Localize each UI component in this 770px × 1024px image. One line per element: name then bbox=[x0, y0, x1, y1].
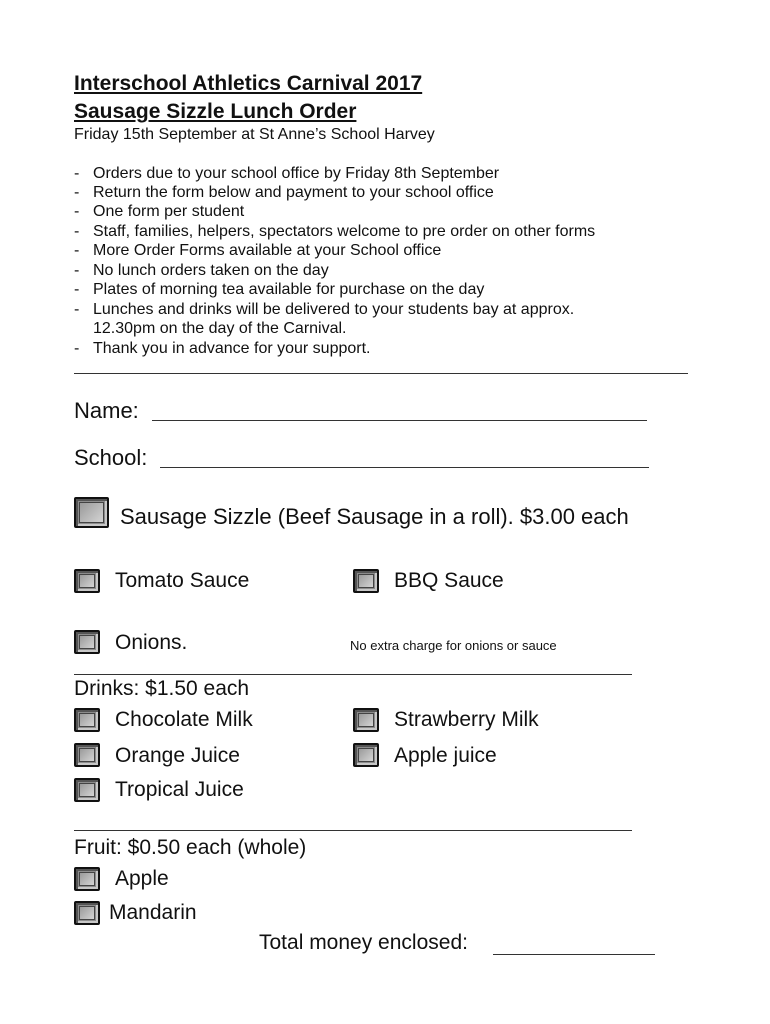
no-extra-charge-note: No extra charge for onions or sauce bbox=[350, 638, 557, 653]
note-item: - Return the form below and payment to your school office bbox=[74, 184, 494, 201]
tropical-juice-label: Tropical Juice bbox=[115, 778, 244, 801]
mandarin-checkbox[interactable] bbox=[74, 901, 100, 925]
bbq-sauce-checkbox[interactable] bbox=[353, 569, 379, 593]
mandarin-label: Mandarin bbox=[109, 901, 197, 924]
note-item: - Thank you in advance for your support. bbox=[74, 340, 371, 357]
drinks-heading: Drinks: $1.50 each bbox=[74, 677, 250, 700]
sausage-sizzle-checkbox[interactable] bbox=[74, 497, 109, 528]
apple-juice-checkbox[interactable] bbox=[353, 743, 379, 767]
note-item-continuation: 12.30pm on the day of the Carnival. bbox=[93, 320, 347, 337]
tomato-sauce-checkbox[interactable] bbox=[74, 569, 100, 593]
section-divider bbox=[74, 373, 688, 374]
section-divider bbox=[74, 830, 632, 831]
name-field[interactable] bbox=[152, 420, 647, 421]
note-item: - Plates of morning tea available for purchase on the day bbox=[74, 281, 485, 298]
orange-juice-checkbox[interactable] bbox=[74, 743, 100, 767]
onions-checkbox[interactable] bbox=[74, 630, 100, 654]
note-item: - One form per student bbox=[74, 203, 245, 220]
total-money-field[interactable] bbox=[493, 954, 655, 955]
strawberry-milk-label: Strawberry Milk bbox=[394, 708, 539, 731]
tomato-sauce-label: Tomato Sauce bbox=[115, 569, 250, 592]
section-divider bbox=[74, 674, 632, 675]
note-item: - Lunches and drinks will be delivered to your students bay at approx. bbox=[74, 301, 575, 318]
school-label: School: bbox=[74, 445, 148, 470]
onions-label: Onions. bbox=[115, 631, 188, 654]
note-item: - No lunch orders taken on the day bbox=[74, 262, 329, 279]
note-item: - More Order Forms available at your School office bbox=[74, 242, 442, 259]
apple-fruit-label: Apple bbox=[115, 867, 169, 890]
fruit-heading: Fruit: $0.50 each (whole) bbox=[74, 836, 307, 859]
note-item: - Orders due to your school office by Friday 8th September bbox=[74, 165, 500, 182]
name-label: Name: bbox=[74, 398, 139, 423]
form-title: Interschool Athletics Carnival 2017 bbox=[74, 72, 423, 95]
apple-juice-label: Apple juice bbox=[394, 744, 497, 767]
strawberry-milk-checkbox[interactable] bbox=[353, 708, 379, 732]
bbq-sauce-label: BBQ Sauce bbox=[394, 569, 504, 592]
chocolate-milk-label: Chocolate Milk bbox=[115, 708, 253, 731]
apple-fruit-checkbox[interactable] bbox=[74, 867, 100, 891]
sausage-sizzle-label: Sausage Sizzle (Beef Sausage in a roll). $3.00 each bbox=[120, 504, 629, 529]
total-money-label: Total money enclosed: bbox=[259, 931, 468, 954]
form-subtitle-heading: Sausage Sizzle Lunch Order bbox=[74, 100, 357, 123]
orange-juice-label: Orange Juice bbox=[115, 744, 240, 767]
event-date-location: Friday 15th September at St Anne’s School Harvey bbox=[74, 126, 435, 143]
tropical-juice-checkbox[interactable] bbox=[74, 778, 100, 802]
chocolate-milk-checkbox[interactable] bbox=[74, 708, 100, 732]
school-field[interactable] bbox=[160, 467, 649, 468]
note-item: - Staff, families, helpers, spectators welcome to pre order on other forms bbox=[74, 223, 596, 240]
